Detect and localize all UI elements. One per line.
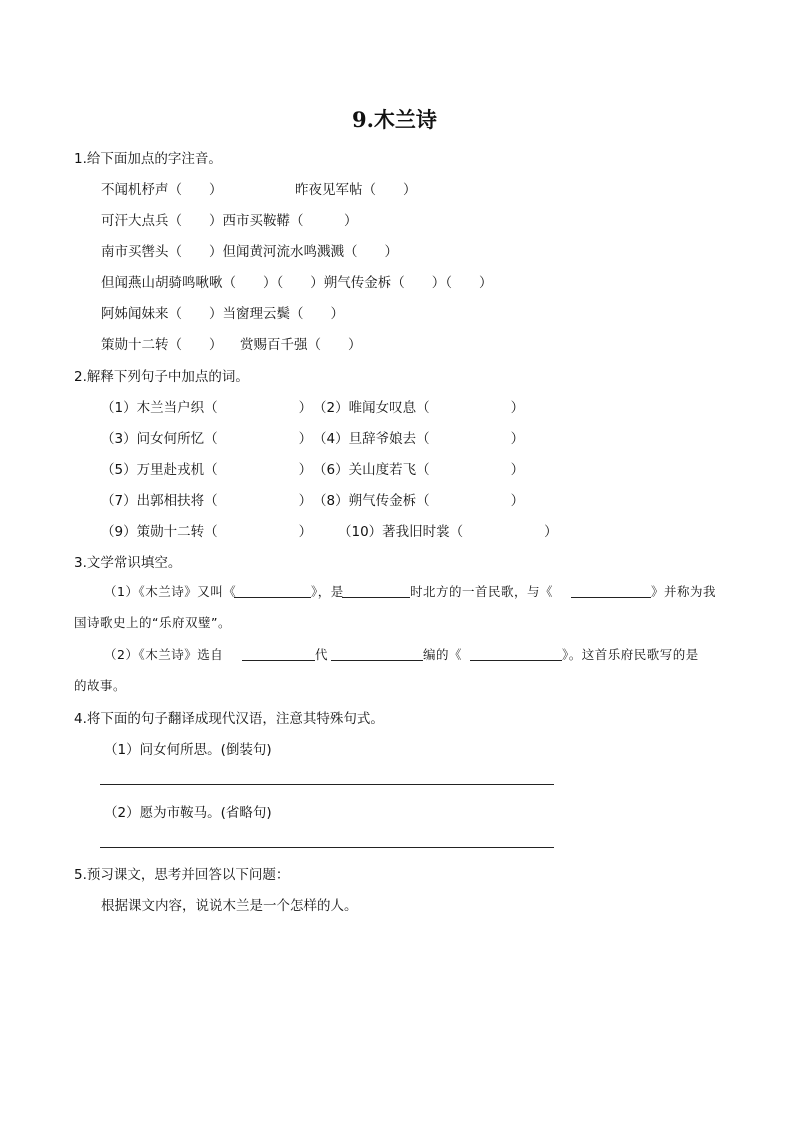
- blank-line: [234, 597, 311, 598]
- blank-line: [571, 597, 651, 598]
- blank-line: [342, 597, 410, 598]
- q3-line4: 的故事。: [74, 678, 127, 693]
- q1-item: 但闻燕山胡骑鸣啾啾（ ）（ ）朔气传金柝（ ）（ ）: [101, 275, 493, 291]
- answer-line: [100, 847, 554, 848]
- question-2-heading: 2.解释下列句子中加点的词。: [74, 369, 249, 385]
- q3-line1-a: （1）《木兰诗》又叫《: [104, 584, 237, 599]
- q4-item: （1）问女何所思。(倒装句): [104, 742, 272, 758]
- q3-line3-d: 》。这首乐府民歌写的是: [562, 647, 699, 662]
- q3-line2: 国诗歌史上的“乐府双璧”。: [74, 615, 231, 630]
- q1-item: 南市买辔头（ ）但闻黄河流水鸣溅溅（ ）: [101, 244, 398, 260]
- q3-line1-c: 时北方的一首民歌，与《: [410, 584, 554, 599]
- blank-line: [331, 660, 423, 661]
- q2-item: （3）问女何所忆（ ）: [101, 431, 313, 447]
- q3-line3-c: 编的《: [423, 647, 463, 662]
- q2-item: （4）旦辞爷娘去（ ）: [313, 431, 525, 447]
- blank-line: [470, 660, 562, 661]
- page-title: 9.木兰诗: [352, 107, 437, 132]
- q2-item: （10）著我旧时裳（ ）: [338, 524, 558, 540]
- q2-item: （8）朔气传金柝（ ）: [313, 493, 525, 509]
- q3-line3-a: （2）《木兰诗》选自: [104, 647, 224, 662]
- q3-line1-d: 》并称为我: [651, 584, 717, 599]
- question-3-heading: 3.文学常识填空。: [74, 555, 182, 571]
- q2-item: （5）万里赴戎机（ ）: [101, 462, 313, 478]
- q1-item: 不闻机杼声（ ）: [101, 182, 223, 198]
- q1-item: 阿姊闻妹来（ ）当窗理云鬓（ ）: [101, 306, 344, 322]
- q2-item: （6）关山度若飞（ ）: [313, 462, 525, 478]
- question-5-heading: 5.预习课文，思考并回答以下问题：: [74, 867, 290, 883]
- q3-line1-b: 》，是: [311, 584, 344, 599]
- q2-item: （1）木兰当户织（ ）: [101, 400, 313, 416]
- q1-item: 策勋十二转（ ）: [101, 337, 223, 353]
- question-1-heading: 1.给下面加点的字注音。: [74, 151, 222, 167]
- answer-line: [100, 784, 554, 785]
- q2-item: （9）策勋十二转（ ）: [101, 524, 313, 540]
- q1-item: 昨夜见军帖（ ）: [295, 182, 417, 198]
- q1-item: 可汗大点兵（ ）西市买鞍鞯（ ）: [101, 213, 358, 229]
- q2-item: （2）唯闻女叹息（ ）: [313, 400, 525, 416]
- question-4-heading: 4.将下面的句子翻译成现代汉语，注意其特殊句式。: [74, 711, 384, 727]
- q3-line3-b: 代: [315, 647, 329, 662]
- q5-prompt: 根据课文内容，说说木兰是一个怎样的人。: [101, 898, 358, 914]
- q1-item: 赏赐百千强（ ）: [240, 337, 362, 353]
- q2-item: （7）出郭相扶将（ ）: [101, 493, 313, 509]
- blank-line: [242, 660, 315, 661]
- q4-item: （2）愿为市鞍马。(省略句): [104, 805, 272, 821]
